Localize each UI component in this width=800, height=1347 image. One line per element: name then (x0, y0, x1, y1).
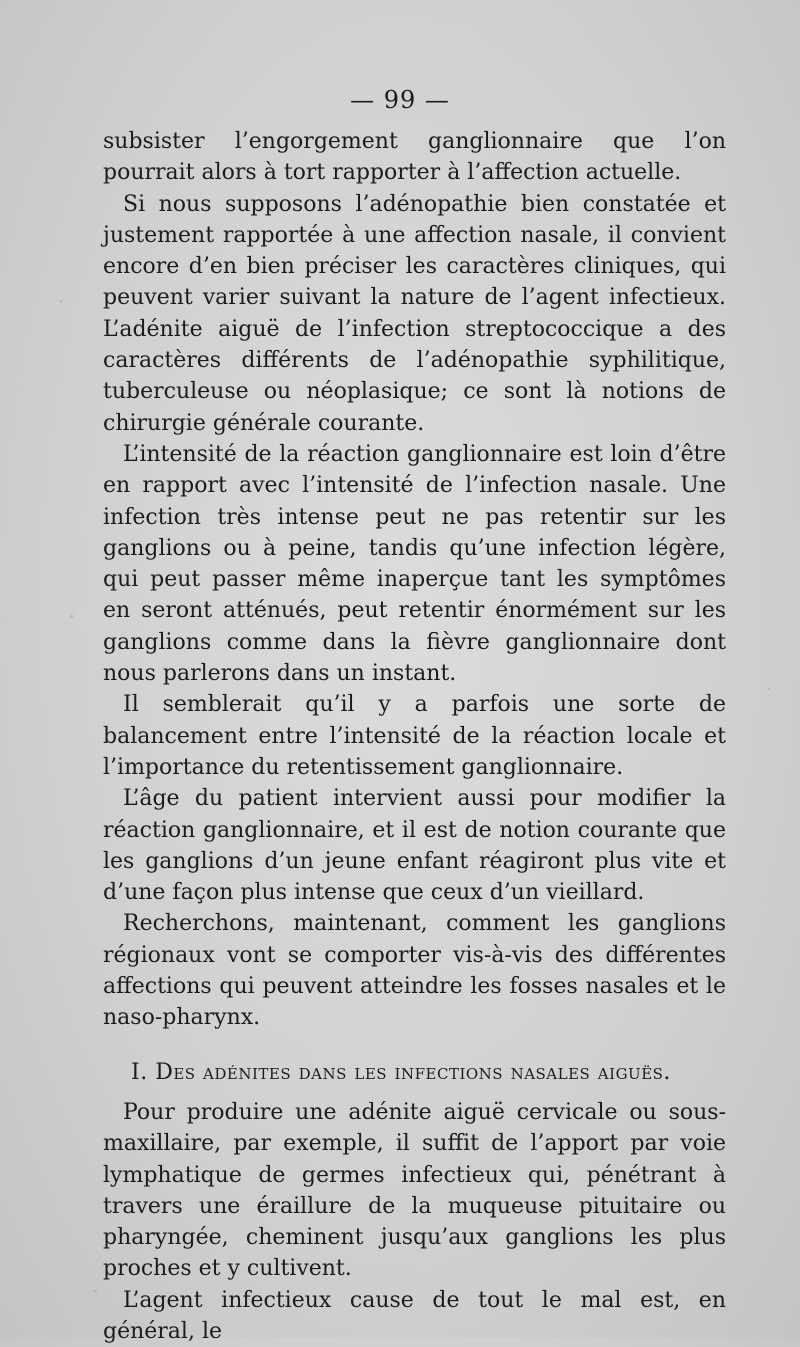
paragraph-4: Il semblerait qu’il y a parfois une sorte de balancement entre l’intensité de la réaction locale et l’importance du retentissement ganglionnaire. (103, 692, 726, 780)
paragraph-6: Recherchons, maintenant, comment les ganglions régionaux vont se comporter vis-à-vis des différentes affections qui peuvent atteindre les fosses nasales et le naso-pharynx. (103, 911, 726, 1031)
page-number: — 99 — (350, 86, 450, 114)
section-paragraph-1: Pour produire une adénite aiguë cervicale ou sous-maxillaire, par exemple, il suffit de l’apport par voie lymphatique de germes infectieux qui, pénétrant à travers une éraillure de la muqueuse pituitaire ou pharyngée, cheminent jusqu’aux ganglions les plus proches et y cultivent. (103, 1099, 726, 1282)
section-title: Des adénites dans les infections nasales aiguës. (155, 1059, 671, 1085)
paragraph-1: subsister l’engorgement ganglionnaire que l’on pourrait alors à tort rapporter à l’affection actuelle. (103, 129, 726, 186)
section-number: I. (131, 1059, 148, 1085)
scan-speck (94, 1290, 97, 1292)
section-paragraph-2: L’agent infectieux cause de tout le mal est, en général, le (103, 1287, 726, 1344)
body-text (103, 126, 726, 1347)
paragraph-5: L’âge du patient intervient aussi pour modifier la réaction ganglionnaire, et il est de notion courante que les ganglions d’un jeune enfant réagiront plus vite et d’une façon plus intense que ceux d’un vieillard. (103, 786, 726, 906)
scan-speck (60, 300, 62, 303)
scan-speck (70, 615, 73, 618)
paragraph-2: Si nous supposons l’adénopathie bien constatée et justement rapportée à une affection nasale, il convient encore d’en bien préciser les caractères cliniques, qui peuvent varier suivant la nature de l’agent infectieux. L’adénite aiguë de l’infection streptococcique a des caractères différents de l’adénopathie syphilitique, tuberculeuse ou néoplasique; ce sont là notions de chirurgie générale courante. (103, 191, 726, 436)
paragraph-3: L’intensité de la réaction ganglionnaire est loin d’être en rapport avec l’intensité de l’infection nasale. Une infection très intense peut ne pas retentir sur les ganglions ou à peine, tandis qu’une infection légère, qui peut passer même inaperçue tant les symptômes en seront atténués, peut retentir énormément sur les ganglions comme dans la fièvre ganglionnaire dont nous parlerons dans un instant. (103, 441, 726, 687)
section-heading (103, 1057, 726, 1088)
scan-speck (768, 688, 770, 690)
